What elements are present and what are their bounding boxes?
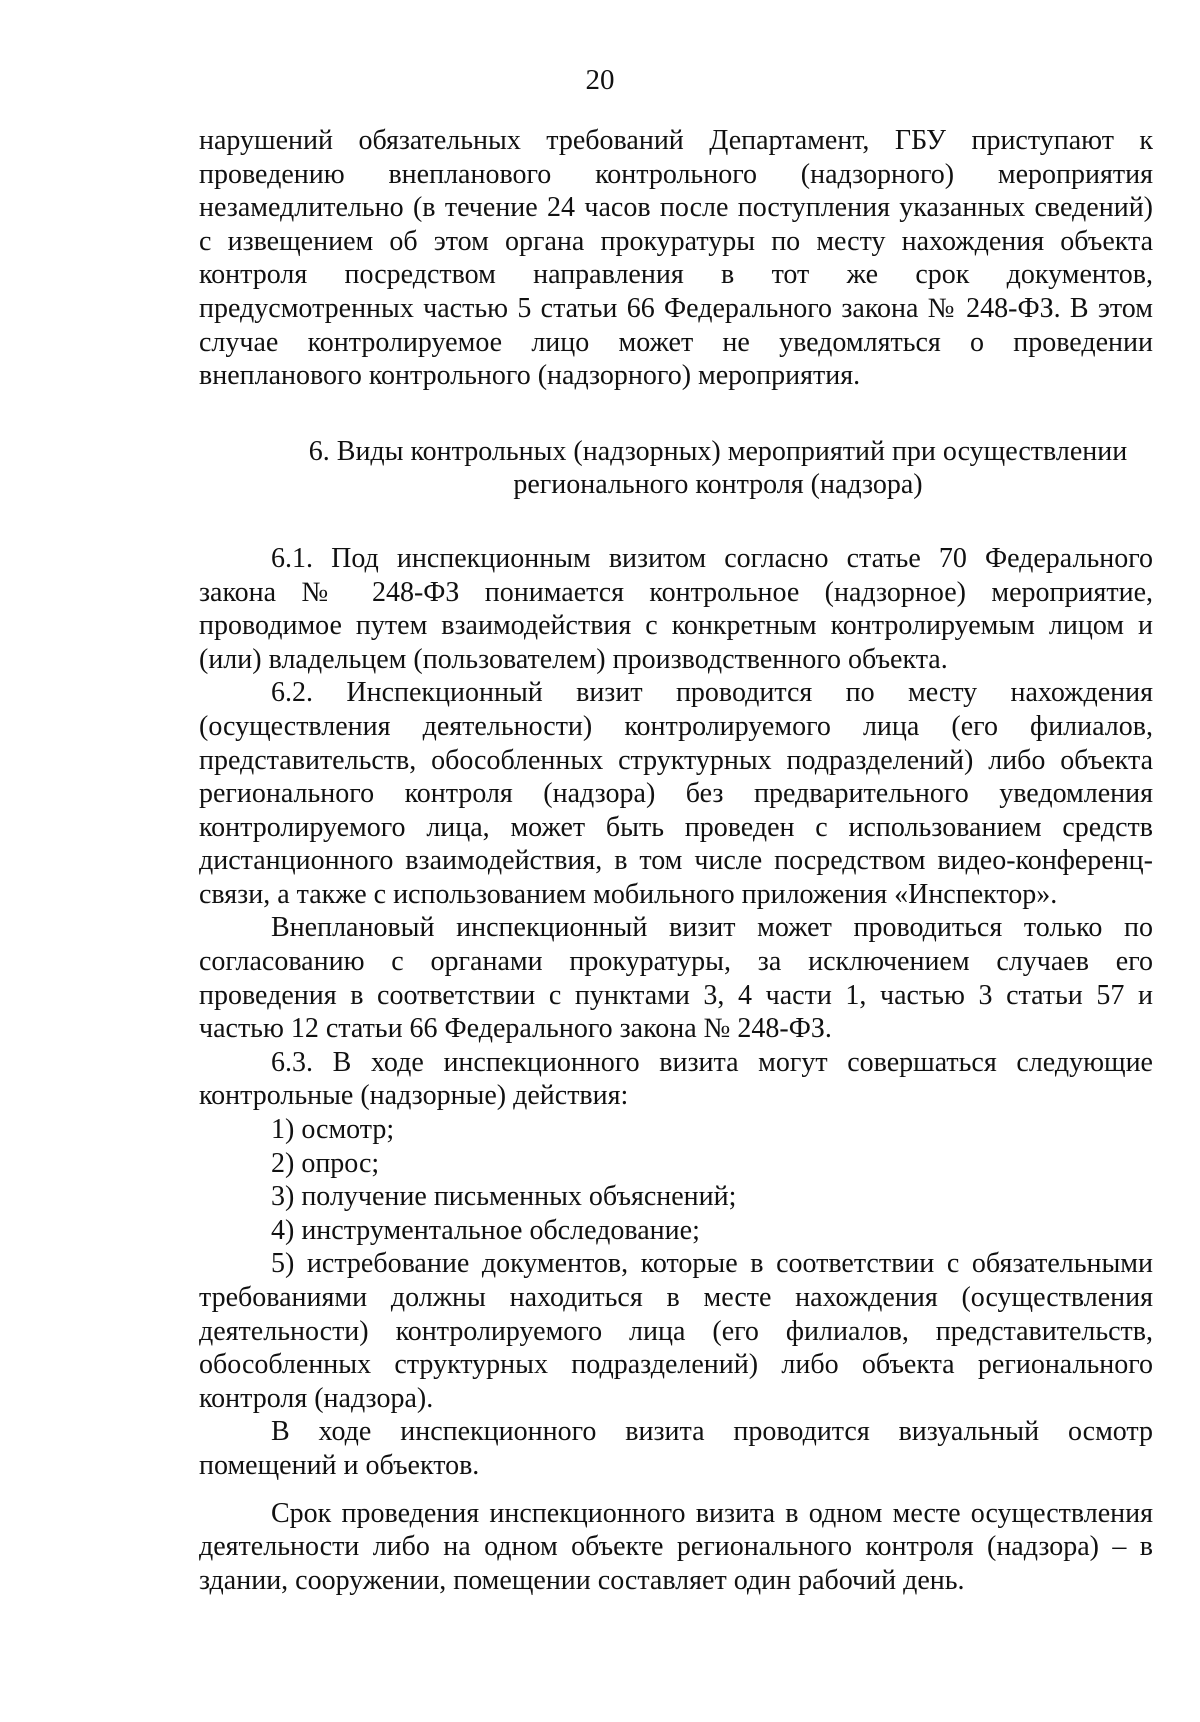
action-item-3: 3) получение письменных объяснений; <box>271 1181 737 1213</box>
paragraph-unplanned-visit: Внеплановый инспекционный визит может проводиться только по согласованию с органами прокуратуры, за исключением случаев его проведения в соответствии с пунктами 3, 4 части 1, частью 3 статьи 57 и частью 12 статьи 66 Федерального закона № 248-ФЗ. <box>199 912 1153 1045</box>
page-number: 20 <box>585 64 615 96</box>
action-item-2: 2) опрос; <box>271 1147 380 1179</box>
paragraph-duration: Срок проведения инспекционного визита в одном месте осуществления деятельности либо на одном объекте регионального контроля (надзора) – в здании, сооружении, помещении составляет один рабочий день. <box>199 1497 1153 1596</box>
paragraph-6-1: 6.1. Под инспекционным визитом согласно статье 70 Федерального закона № 248-ФЗ понимается контрольное (надзорное) мероприятие, проводимое путем взаимодействия с конкретным контролируемым лицом и (или) владельцем (пользователем) производственного объекта. <box>199 542 1153 675</box>
action-item-5: 5) истребование документов, которые в соответствии с обязательными требованиями должны находиться в месте нахождения (осуществления деятельности) контролируемого лица (его филиалов, представительств, обособленных структурных подразделений) либо объекта регионального контроля (надзора). <box>199 1248 1153 1414</box>
action-item-4: 4) инструментальное обследование; <box>271 1214 700 1246</box>
paragraph-6-3: 6.3. В ходе инспекционного визита могут совершаться следующие контрольные (надзорные) действия: <box>199 1046 1153 1112</box>
section-heading-line-2: регионального контроля (надзора) <box>513 469 923 501</box>
paragraph-6-2: 6.2. Инспекционный визит проводится по месту нахождения (осуществления деятельности) контролируемого лица (его филиалов, представительств, обособленных структурных подразделений) либо объекта регионального контроля (надзора) без предварительного уведомления контролируемого лица, может быть проведен с использованием средств дистанционного взаимодействия, в том числе посредством видео-конференц-связи, а также с использованием мобильного приложения «Инспектор». <box>199 677 1153 910</box>
document-body <box>199 124 1153 1597</box>
section-heading <box>199 435 1153 502</box>
paragraph-visual-inspection: В ходе инспекционного визита проводится визуальный осмотр помещений и объектов. <box>199 1416 1153 1481</box>
action-item-1: 1) осмотр; <box>271 1114 395 1146</box>
section-heading-line-1: 6. Виды контрольных (надзорных) мероприятий при осуществлении <box>308 435 1128 467</box>
intro-paragraph: нарушений обязательных требований Департамент, ГБУ приступают к проведению внепланового контрольного (надзорного) мероприятия незамедлительно (в течение 24 часов после поступления указанных сведений) с извещением об этом органа прокуратуры по месту нахождения объекта контроля посредством направления в тот же срок документов, предусмотренных частью 5 статьи 66 Федерального закона № 248-ФЗ. В этом случае контролируемое лицо может не уведомляться о проведении внепланового контрольного (надзорного) мероприятия. <box>199 125 1153 392</box>
